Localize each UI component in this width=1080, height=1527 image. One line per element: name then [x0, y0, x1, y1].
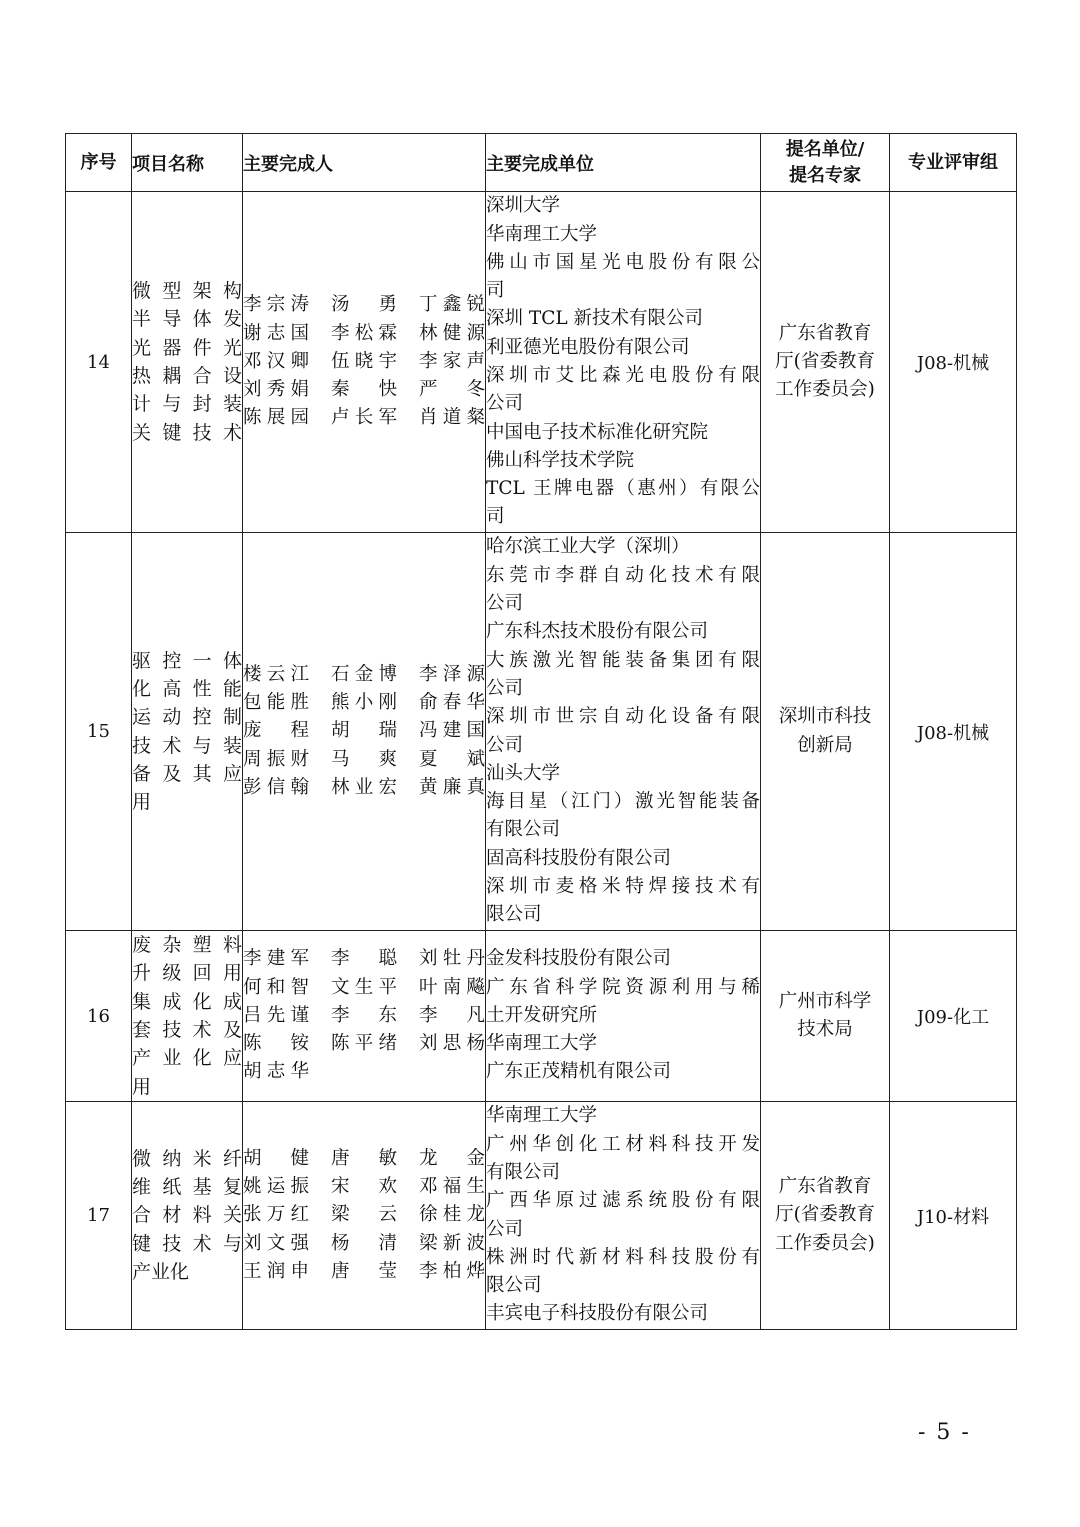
project-name-line: 关键技术 [132, 421, 242, 444]
person-name: 严 冬 [419, 379, 485, 401]
person-name: 唐 敏 [331, 1147, 397, 1169]
nominator-cell [761, 1102, 890, 1330]
header-nominator [761, 134, 890, 192]
people-row [243, 376, 485, 404]
people-row [243, 291, 485, 319]
person-name: 石金博 [331, 663, 397, 685]
person-name: 李家声 [419, 350, 485, 372]
person-name [331, 1058, 397, 1086]
nominator-line: 广东省教育 [778, 1176, 872, 1198]
unit-line: 有限公司 [486, 819, 561, 841]
person-name: 刘牡丹 [419, 948, 485, 970]
header-no: 序号 [66, 134, 132, 192]
people-cell [243, 931, 486, 1102]
person-name [419, 1058, 485, 1086]
project-name-line: 套技术及 [132, 1019, 242, 1041]
unit-line: 公司 [486, 393, 524, 415]
person-name: 肖道粲 [419, 407, 485, 429]
unit-line: 中国电子技术标准化研究院 [486, 421, 709, 443]
project-name-line: 微纳米纤 [132, 1147, 242, 1170]
table-row [66, 533, 1017, 931]
project-name-cell [132, 931, 243, 1102]
project-name-line: 技术与装 [132, 734, 242, 757]
people-row [243, 1173, 485, 1201]
person-name: 陈展园 [243, 407, 309, 429]
project-name-line: 用 [132, 1075, 152, 1098]
person-name: 李 聪 [331, 948, 397, 970]
row-number: 17 [66, 1102, 132, 1330]
unit-line: 深圳市世宗自动化设备有限 [486, 706, 760, 728]
unit-line: 限公司 [486, 904, 542, 926]
person-name: 邓福生 [419, 1176, 485, 1198]
person-name: 李松霖 [331, 322, 397, 344]
unit-line: 限公司 [486, 1275, 542, 1297]
nominator-line: 工作委员会) [775, 379, 875, 401]
page-number: - 5 - [918, 1420, 971, 1445]
row-number: 14 [66, 192, 132, 533]
people-row [243, 945, 485, 973]
unit-line: 东莞市李群自动化技术有限 [486, 564, 760, 586]
nominator-line: 技术局 [797, 1019, 853, 1040]
header-group: 专业评审组 [890, 134, 1017, 192]
person-name: 林业宏 [331, 776, 397, 798]
unit-line: TCL 王牌电器（惠州）有限公 [486, 478, 760, 500]
table-row [66, 931, 1017, 1102]
person-name: 卢长军 [331, 407, 397, 429]
unit-line: 司 [486, 280, 505, 302]
nominator-line: 深圳市科技 [778, 706, 872, 728]
unit-line: 株洲时代新材料科技股份有 [486, 1246, 760, 1268]
project-name-line: 产业化应 [132, 1047, 242, 1070]
project-name-line: 备及其应 [132, 762, 242, 785]
row-number: 15 [66, 533, 132, 931]
units-cell [486, 533, 761, 931]
project-name-cell [132, 1102, 243, 1330]
nominator-cell [761, 192, 890, 533]
unit-line: 华南理工大学 [486, 1033, 598, 1055]
person-name: 包能胜 [243, 692, 309, 714]
project-name-line: 微型架构 [132, 280, 242, 303]
people-row [243, 1258, 485, 1286]
project-name-line: 运动控制 [132, 706, 242, 729]
person-name: 宋 欢 [331, 1176, 397, 1198]
unit-line: 佛山市国星光电股份有限公 [486, 251, 760, 273]
project-name-line: 热耦合设 [132, 365, 242, 387]
person-name: 王润申 [243, 1260, 309, 1282]
nominator-line: 广东省教育 [778, 322, 872, 344]
header-nominator-line1: 提名单位/ [785, 138, 865, 160]
project-name-cell [132, 192, 243, 533]
person-name: 彭信翰 [243, 776, 309, 798]
person-name: 文生平 [331, 976, 397, 998]
project-name-cell [132, 533, 243, 931]
people-row [243, 746, 485, 774]
people-row [243, 1030, 485, 1058]
people-row [243, 774, 485, 802]
unit-line: 大族激光智能装备集团有限 [486, 649, 760, 671]
project-name-line: 合材料关 [132, 1204, 242, 1227]
person-name: 龙 金 [419, 1147, 485, 1169]
table-row [66, 1102, 1017, 1330]
people-cell [243, 533, 486, 931]
people-row [243, 1002, 485, 1030]
project-name-line: 废杂塑料 [132, 934, 242, 957]
person-name: 李柏烨 [419, 1260, 485, 1282]
review-group: J09-化工 [890, 931, 1017, 1102]
unit-line: 公司 [486, 677, 524, 699]
person-name: 李 凡 [419, 1004, 485, 1026]
people-row [243, 320, 485, 348]
award-nomination-table [65, 133, 1017, 1330]
person-name: 马 爽 [331, 748, 397, 770]
unit-line: 公司 [486, 734, 524, 756]
people-row [243, 974, 485, 1002]
units-cell [486, 1102, 761, 1330]
unit-line: 固高科技股份有限公司 [486, 847, 672, 869]
person-name: 叶南飚 [419, 976, 485, 998]
header-people: 主要完成人 [243, 134, 486, 192]
review-group: J08-机械 [890, 192, 1017, 533]
header-project: 项目名称 [132, 134, 243, 192]
person-name: 秦 快 [331, 379, 397, 401]
unit-line: 广东科杰技术股份有限公司 [486, 621, 709, 643]
person-name: 吕先谨 [243, 1004, 309, 1026]
person-name: 李 东 [331, 1004, 397, 1026]
person-name: 丁鑫锐 [419, 294, 485, 316]
person-name: 熊小刚 [331, 692, 397, 714]
unit-line: 深圳市麦格米特焊接技术有 [486, 875, 760, 897]
person-name: 谢志国 [243, 322, 309, 344]
person-name: 夏 斌 [419, 748, 485, 770]
unit-line: 金发科技股份有限公司 [486, 948, 672, 970]
person-name: 胡志华 [243, 1061, 309, 1083]
person-name: 胡 健 [243, 1147, 309, 1169]
person-name: 李建军 [243, 948, 309, 970]
row-number: 16 [66, 931, 132, 1102]
unit-line: 哈尔滨工业大学（深圳） [486, 536, 690, 558]
people-row [243, 348, 485, 376]
unit-line: 深圳大学 [486, 195, 561, 217]
person-name: 杨 清 [331, 1232, 397, 1254]
nominator-line: 广州市科学 [778, 990, 872, 1012]
project-name-line: 键技术与 [132, 1232, 242, 1255]
unit-line: 佛山科学技术学院 [486, 449, 635, 471]
person-name: 陈 铵 [243, 1033, 309, 1055]
person-name: 林健源 [419, 322, 485, 344]
people-row [243, 404, 485, 432]
person-name: 刘秀娟 [243, 379, 309, 401]
person-name: 汤 勇 [331, 294, 397, 316]
nominator-cell [761, 931, 890, 1102]
project-name-line: 光器件光 [132, 336, 242, 359]
people-row [243, 1145, 485, 1173]
person-name: 俞春华 [419, 692, 485, 714]
project-name-line: 用 [132, 791, 152, 814]
nominator-line: 厅(省委教育 [775, 350, 875, 372]
unit-line: 司 [486, 506, 505, 528]
unit-line: 广西华原过滤系统股份有限 [486, 1190, 760, 1212]
people-row [243, 689, 485, 717]
unit-line: 深圳市艾比森光电股份有限 [486, 365, 760, 386]
project-name-line: 半导体发 [132, 308, 242, 331]
person-name: 庞 程 [243, 720, 309, 742]
table-row [66, 192, 1017, 533]
review-group: J08-机械 [890, 533, 1017, 931]
table-header-row [66, 134, 1017, 192]
person-name: 周振财 [243, 748, 309, 770]
people-cell [243, 192, 486, 533]
people-cell [243, 1102, 486, 1330]
unit-line: 汕头大学 [486, 762, 561, 784]
people-row [243, 1201, 485, 1229]
unit-line: 公司 [486, 1218, 524, 1240]
project-name-line: 产业化 [132, 1260, 190, 1283]
people-row [243, 1230, 485, 1258]
people-row [243, 717, 485, 745]
unit-line: 广州华创化工材料科技开发 [486, 1133, 760, 1155]
person-name: 刘文强 [243, 1232, 309, 1254]
person-name: 冯建国 [419, 720, 485, 742]
unit-line: 华南理工大学 [486, 1105, 598, 1127]
project-name-line: 集成化成 [132, 990, 242, 1013]
person-name: 梁 云 [331, 1204, 397, 1226]
header-units: 主要完成单位 [486, 134, 761, 192]
person-name: 张万红 [243, 1204, 309, 1226]
project-name-line: 驱控一体 [132, 649, 242, 672]
review-group: J10-材料 [890, 1102, 1017, 1330]
header-nominator-line2: 提名专家 [789, 164, 861, 186]
project-name-line: 化高性能 [132, 677, 242, 700]
person-name: 胡 瑞 [331, 720, 397, 742]
unit-line: 有限公司 [486, 1161, 561, 1183]
person-name: 邓汉卿 [243, 350, 309, 372]
person-name: 何和智 [243, 976, 309, 998]
person-name: 刘思杨 [419, 1033, 485, 1055]
unit-line: 广东省科学院资源利用与稀 [486, 976, 760, 998]
unit-line: 广东正茂精机有限公司 [486, 1061, 672, 1083]
person-name: 楼云江 [243, 663, 309, 685]
units-cell [486, 192, 761, 533]
project-name-line: 计与封装 [132, 393, 242, 416]
person-name: 徐桂龙 [419, 1204, 485, 1226]
person-name: 梁新波 [419, 1232, 485, 1254]
nominator-line: 厅(省委教育 [775, 1204, 875, 1226]
nominator-line: 工作委员会) [775, 1232, 875, 1254]
unit-line: 丰宾电子科技股份有限公司 [486, 1303, 709, 1325]
unit-line: 利亚德光电股份有限公司 [486, 336, 690, 358]
unit-line: 公司 [486, 593, 524, 615]
project-name-line: 升级回用 [132, 962, 242, 985]
unit-line: 海目星（江门）激光智能装备 [486, 791, 760, 813]
people-row [243, 661, 485, 689]
person-name: 李宗涛 [243, 294, 309, 316]
unit-line: 深圳 TCL 新技术有限公司 [486, 308, 704, 330]
unit-line: 土开发研究所 [486, 1004, 598, 1026]
nominator-cell [761, 533, 890, 931]
person-name: 姚运振 [243, 1176, 309, 1198]
person-name: 唐 莹 [331, 1260, 397, 1282]
person-name: 陈平绪 [331, 1033, 397, 1055]
units-cell [486, 931, 761, 1102]
person-name: 伍晓宇 [331, 350, 397, 372]
person-name: 黄廉真 [419, 776, 485, 798]
person-name: 李泽源 [419, 663, 485, 685]
nominator-line: 创新局 [797, 734, 853, 756]
people-row [243, 1058, 485, 1086]
project-name-line: 维纸基复 [132, 1176, 242, 1199]
unit-line: 华南理工大学 [486, 223, 598, 245]
